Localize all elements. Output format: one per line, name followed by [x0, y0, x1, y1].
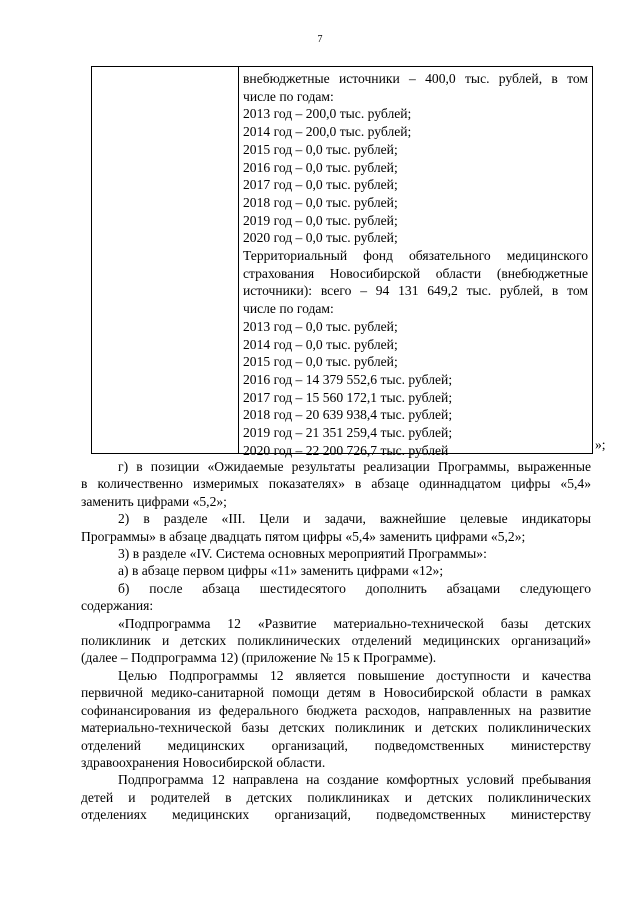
text-line: Подпрограмма 12 направлена на создание комфортных условий пребывания [118, 772, 591, 788]
text-line: отделениях медицинских организаций, подведомственных министерству [81, 807, 591, 823]
text-line: детей и родителей в детских поликлиниках и детских поликлинических [81, 789, 591, 805]
text-line: в количественно измеримых показателях» в абзаце одиннадцатом цифры «5,4» [81, 476, 591, 492]
text-line: г) в позиции «Ожидаемые результаты реализации Программы, выраженные [118, 459, 591, 474]
table-close-quote: »; [595, 437, 606, 452]
text-line: «Подпрограмма 12 «Развитие материально-технической базы детских [118, 615, 591, 631]
table-line: страхования Новосибирской области (внебюджетные [243, 265, 588, 281]
text-line: отделений медицинских организаций, подведомственных министерству [81, 737, 591, 753]
page-number: 7 [317, 34, 323, 45]
table-line: 2015 год – 0,0 тыс. рублей; [243, 354, 398, 370]
text-line: софинансирования из федерального бюджета расходов, направленных на развитие [81, 702, 591, 718]
text-line: первичной медико-санитарной помощи детям в Новосибирской области в рамках [81, 685, 591, 701]
table-line: 2020 год – 22 200 726,7 тыс. рублей [243, 442, 449, 458]
table-line: числе по годам: [243, 88, 334, 104]
text-line: а) в абзаце первом цифры «11» заменить цифрами «12»; [118, 563, 444, 579]
table-line: 2015 год – 0,0 тыс. рублей; [243, 141, 398, 157]
table-line: 2017 год – 15 560 172,1 тыс. рублей; [243, 389, 453, 405]
table-line: 2019 год – 0,0 тыс. рублей; [243, 212, 398, 228]
text-line: материально-технической базы детских поликлиник и детских поликлинических [81, 720, 591, 736]
funding-table [91, 66, 593, 458]
table-line: источники): всего – 94 131 649,2 тыс. рублей, в том [243, 283, 588, 299]
table-line: 2013 год – 200,0 тыс. рублей; [243, 106, 412, 122]
text-line: здравоохранения Новосибирской области. [81, 754, 326, 770]
table-line: числе по годам: [243, 301, 334, 317]
table-line: 2018 год – 20 639 938,4 тыс. рублей; [243, 407, 453, 423]
text-line: Целью Подпрограммы 12 является повышение доступности и качества [118, 667, 591, 683]
text-line: содержания: [81, 598, 154, 614]
body-text [81, 458, 591, 824]
text-line: Программы» в абзаце двадцать пятом цифры «5,4» заменить цифрами «5,2»; [81, 528, 526, 544]
table-line: 2013 год – 0,0 тыс. рублей; [243, 318, 398, 334]
table-line: 2014 год – 0,0 тыс. рублей; [243, 336, 398, 352]
text-line: б) после абзаца шестидесятого дополнить абзацами следующего [118, 580, 591, 596]
table-line: 2020 год – 0,0 тыс. рублей; [243, 230, 398, 246]
text-line: поликлиник и детских поликлинических отделений медицинских организаций» [81, 633, 591, 649]
table-line: 2016 год – 14 379 552,6 тыс. рублей; [243, 371, 453, 387]
text-line: 2) в разделе «III. Цели и задачи, важнейшие целевые индикаторы [118, 511, 591, 527]
table-line: 2014 год – 200,0 тыс. рублей; [243, 124, 412, 140]
table-funding-cell [243, 70, 588, 459]
table-line: 2016 год – 0,0 тыс. рублей; [243, 159, 398, 175]
table-line: 2019 год – 21 351 259,4 тыс. рублей; [243, 425, 453, 441]
table-column-divider [238, 67, 239, 453]
text-line: заменить цифрами «5,2»; [81, 493, 227, 509]
table-line: внебюджетные источники – 400,0 тыс. рублей, в том [243, 71, 588, 86]
table-line: Территориальный фонд обязательного медицинского [243, 248, 588, 264]
text-line: (далее – Подпрограмма 12) (приложение № 15 к Программе). [81, 650, 437, 666]
table-line: 2017 год – 0,0 тыс. рублей; [243, 177, 398, 193]
text-line: 3) в разделе «IV. Система основных мероприятий Программы»: [118, 546, 487, 562]
table-line: 2018 год – 0,0 тыс. рублей; [243, 194, 398, 210]
